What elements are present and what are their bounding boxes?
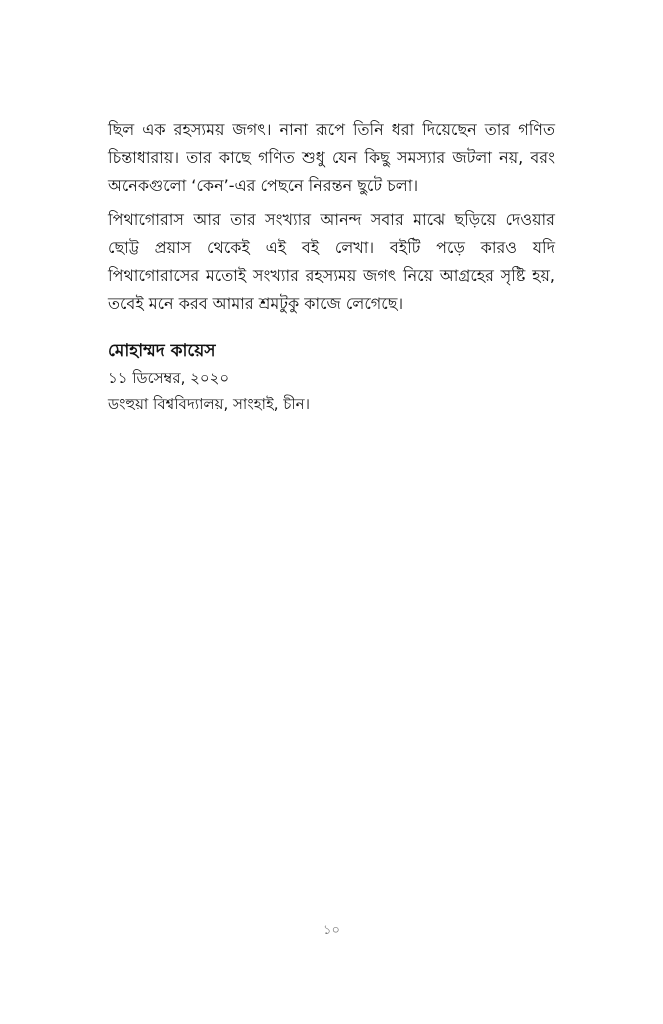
page-number: ১০	[323, 923, 340, 938]
author-name: মোহাম্মদ কায়েস	[108, 341, 216, 361]
signature-date: ১১ ডিসেম্বর, ২০২০	[108, 369, 230, 387]
signature-affiliation: ডংহুয়া বিশ্ববিদ্যালয়, সাংহাই, চীন।	[108, 395, 310, 413]
paragraph-2-text: পিথাগোরাস আর তার সংখ্যার আনন্দ সবার মাঝে ছড়িয়ে দেওয়ার ছোট্ট প্রয়াস থেকেই এই বই লেখা। বইটি পড়ে কারও যদি পিথাগোরাসের মতোই সংখ্যার রহস্যময় জগৎ নিয়ে আগ্রহের সৃষ্টি হয়, তবেই মনে করব আমার শ্রমটুকু কাজে লেগেছে।	[108, 210, 555, 313]
signature-block	[108, 337, 555, 417]
paragraph-2	[108, 206, 555, 318]
paragraph-1	[108, 116, 555, 200]
paragraph-1-text: ছিল এক রহস্যময় জগৎ। নানা রূপে তিনি ধরা দিয়েছেন তার গণিত চিন্তাধারায়। তার কাছে গণিত শুধু যেন কিছু সমস্যার জটলা নয়, বরং অনেকগুলো ‘কেন’-এর পেছনে নিরন্তন ছুটে চলা।	[108, 120, 555, 195]
